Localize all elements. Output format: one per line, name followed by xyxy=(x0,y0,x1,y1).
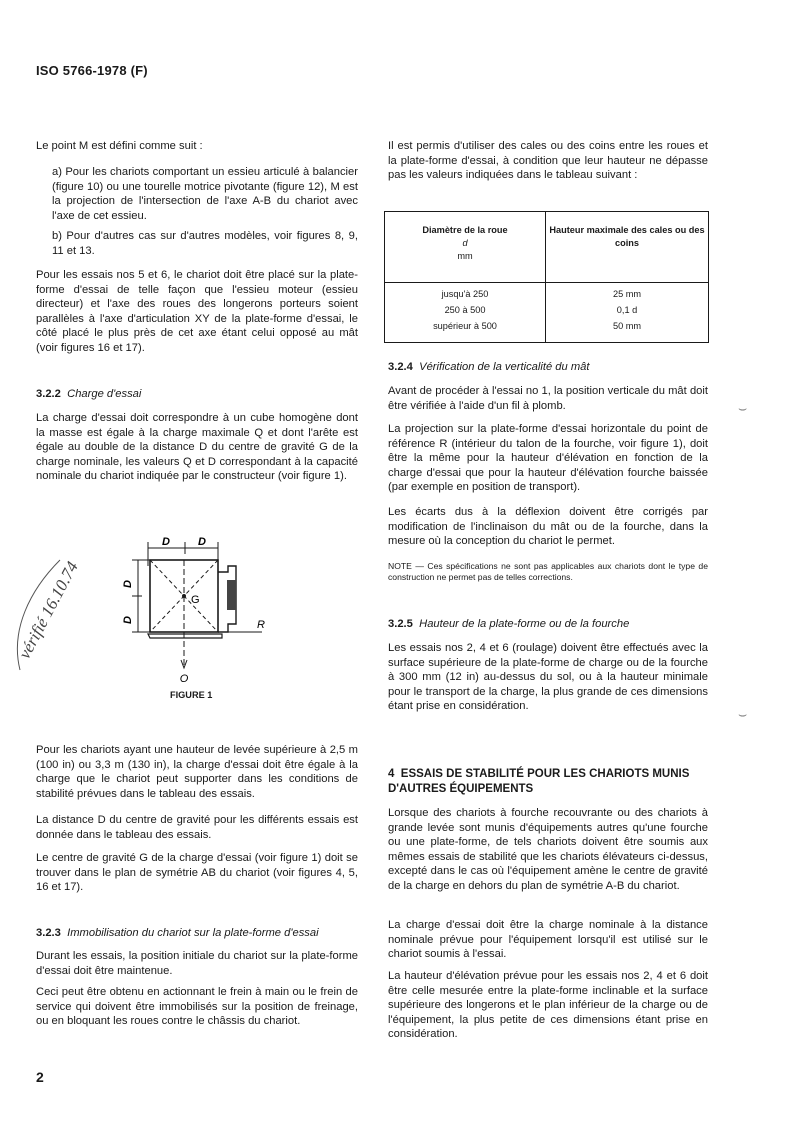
right-paragraph-lift-height-tests: La hauteur d'élévation prévue pour les essais nos 2, 4 et 6 doit être celle mesurée entre la plate-forme inclinable et la surface supérieure des longerons et le plan inférieur de la charge ou de l'équipement, la plus petite de ces dimensions étant prise en considération. xyxy=(388,970,708,1041)
table-cell: supérieur à 500 xyxy=(433,321,497,331)
reference-point-r-label: R xyxy=(257,619,265,631)
table-column-height xyxy=(546,283,709,343)
left-paragraph-initial-position: Durant les essais, la position initiale du chariot sur la plate-forme d'essai doit être maintenue. xyxy=(36,950,358,977)
table-cell: 25 mm xyxy=(612,289,642,299)
right-paragraph-wedges: Il est permis d'utiliser des cales ou des coins entre les roues et la plate-forme d'essai, à condition que leur hauteur ne dépasse pas les valeurs indiquées dans le tableau suivant : xyxy=(388,140,708,182)
right-paragraph-other-equipment: Lorsque des chariots à fourche recouvrante ou des chariots à grande levée sont munis d'équipements autres qu'une fourche ou une plate-forme, de tels chariots doivent être soumis aux mêmes essais de stabilité que les chariots élévateurs ci-dessus, excepté dans le cas où l'équipement amène le centre de gravité de la charge en dehors du plan de symétrie A-B du chariot. xyxy=(388,807,708,892)
section-3-2-5-heading: 3.2.5 Hauteur de la plate-forme ou de la fourche xyxy=(388,618,630,630)
dim-label-d-2: D xyxy=(198,536,206,548)
left-paragraph-tests-5-6: Pour les essais nos 5 et 6, le chariot doit être placé sur la plate-forme d'essai de telle façon que l'essieu moteur (essieu directeur) et l'axe des roues des longerons porteurs soient parallèles à l'axe d'articulation XY de la plate-forme d'essai, le côté placé le plus près de cet axe étant celui opposé au mât (voir figures 16 et 17). xyxy=(36,269,358,354)
left-paragraph-centre-g: Le centre de gravité G de la charge d'essai (voir figure 1) doit se trouver dans le plan de symétrie AB du chariot (voir figures 4, 5, 16 et 17). xyxy=(36,852,358,894)
origin-label: O xyxy=(179,673,189,685)
left-paragraph-1: Le point M est défini comme suit : xyxy=(36,140,203,152)
table-header-height: Hauteur maximale des cales ou des coins xyxy=(546,212,709,283)
right-paragraph-projection: La projection sur la plate-forme d'essai horizontale du point de référence R (intérieur du talon de la fourche, voir figure 1), doit être la même pour la hauteur d'élévation en fonction de la charge d'essai que pour la hauteur d'élévation fourche baissée (par exemple en position de transport). xyxy=(388,423,708,494)
document-id: ISO 5766-1978 (F) xyxy=(36,63,148,78)
dim-label-d-3: D xyxy=(122,580,134,588)
table-cell: jusqu'à 250 xyxy=(441,289,489,299)
section-3-2-4-heading: 3.2.4 Vérification de la verticalité du mât xyxy=(388,361,590,373)
margin-mark: ⌣ xyxy=(738,706,748,722)
wedge-height-table xyxy=(384,211,709,343)
left-paragraph-test-load: La charge d'essai doit correspondre à un cube homogène dont la masse est égale à la charge maximale Q et dont l'arête est égale au double de la distance D du centre de gravité G de la charge nominale, les valeurs Q et D correspondant à la capacité nominale du chariot indiquée par le constructeur (voir figure 1). xyxy=(36,412,358,483)
section-3-2-2-heading: 3.2.2 Charge d'essai xyxy=(36,388,142,400)
table-column-diameter xyxy=(385,283,546,343)
figure-1-caption: FIGURE 1 xyxy=(170,690,213,700)
dim-label-d-1: D xyxy=(162,536,170,548)
page-number: 2 xyxy=(36,1069,44,1085)
section-4-heading: 4 ESSAIS DE STABILITÉ POUR LES CHARIOTS MUNIS D'AUTRES ÉQUIPEMENTS xyxy=(388,768,690,795)
center-of-gravity-label: G xyxy=(191,594,200,606)
table-cell: 0,1 d xyxy=(616,305,638,315)
table-header-diameter: Diamètre de la roue d mm xyxy=(385,212,546,283)
right-paragraph-test-load-nominal: La charge d'essai doit être la charge nominale à la distance nominale prévue pour l'équipement lorsqu'il est utilisé sur le chariot soumis à l'essai. xyxy=(388,919,708,961)
right-paragraph-deflection: Les écarts dus à la déflexion doivent être corrigés par modification de l'inclinaison du mât ou de la fourche, dans la mesure où la conception du chariot le permet. xyxy=(388,506,708,548)
left-paragraph-distance-d: La distance D du centre de gravité pour les différents essais est donnée dans le tableau des essais. xyxy=(36,814,358,841)
handwritten-annotation: vérifié 16.10.74 xyxy=(14,558,82,662)
left-paragraph-lift-height: Pour les chariots ayant une hauteur de levée supérieure à 2,5 m (100 in) ou 3,3 m (130 in), la charge d'essai doit être égale à la charge que le chariot peut supporter dans les conditions de stabilité prévues dans le tableau des essais. xyxy=(36,744,358,800)
table-cell: 250 à 500 xyxy=(444,305,486,315)
table-cell: 50 mm xyxy=(612,321,642,331)
left-item-b: b) Pour d'autres cas sur d'autres modèles, voir figures 8, 9, 11 et 13. xyxy=(52,230,358,257)
right-paragraph-platform-height: Les essais nos 2, 4 et 6 (roulage) doivent être effectués avec la surface supérieure de la plate-forme de charge ou de la fourche à 300 mm (12 in) au-dessus du sol, ou à la hauteur minimale pour le transport de la charge, la plus grande de ces dimensions étant prise en considération. xyxy=(388,642,708,713)
right-paragraph-plumb: Avant de procéder à l'essai no 1, la position verticale du mât doit être vérifiée à l'aide d'un fil à plomb. xyxy=(388,385,708,412)
figure-1-diagram xyxy=(0,520,330,710)
left-item-a: a) Pour les chariots comportant un essieu articulé à balancier (figure 10) ou une tourelle motrice pivotante (figure 12), M est la projection de l'intersection de l'axe A-B du chariot avec l'axe de cet essieu. xyxy=(52,166,358,222)
fork-carriage xyxy=(227,580,236,610)
right-note: NOTE — Ces spécifications ne sont pas applicables aux chariots dont le type de construction ne permet pas de telles corrections. xyxy=(388,561,708,583)
section-3-2-3-heading: 3.2.3 Immobilisation du chariot sur la plate-forme d'essai xyxy=(36,927,319,939)
margin-mark: ⌣ xyxy=(738,400,748,416)
left-paragraph-brakes: Ceci peut être obtenu en actionnant le frein à main ou le frein de service qui doivent être immobilisés sur la position de freinage, ou en bloquant les roues contre le châssis du chariot. xyxy=(36,986,358,1028)
dim-label-d-4: D xyxy=(122,616,134,624)
